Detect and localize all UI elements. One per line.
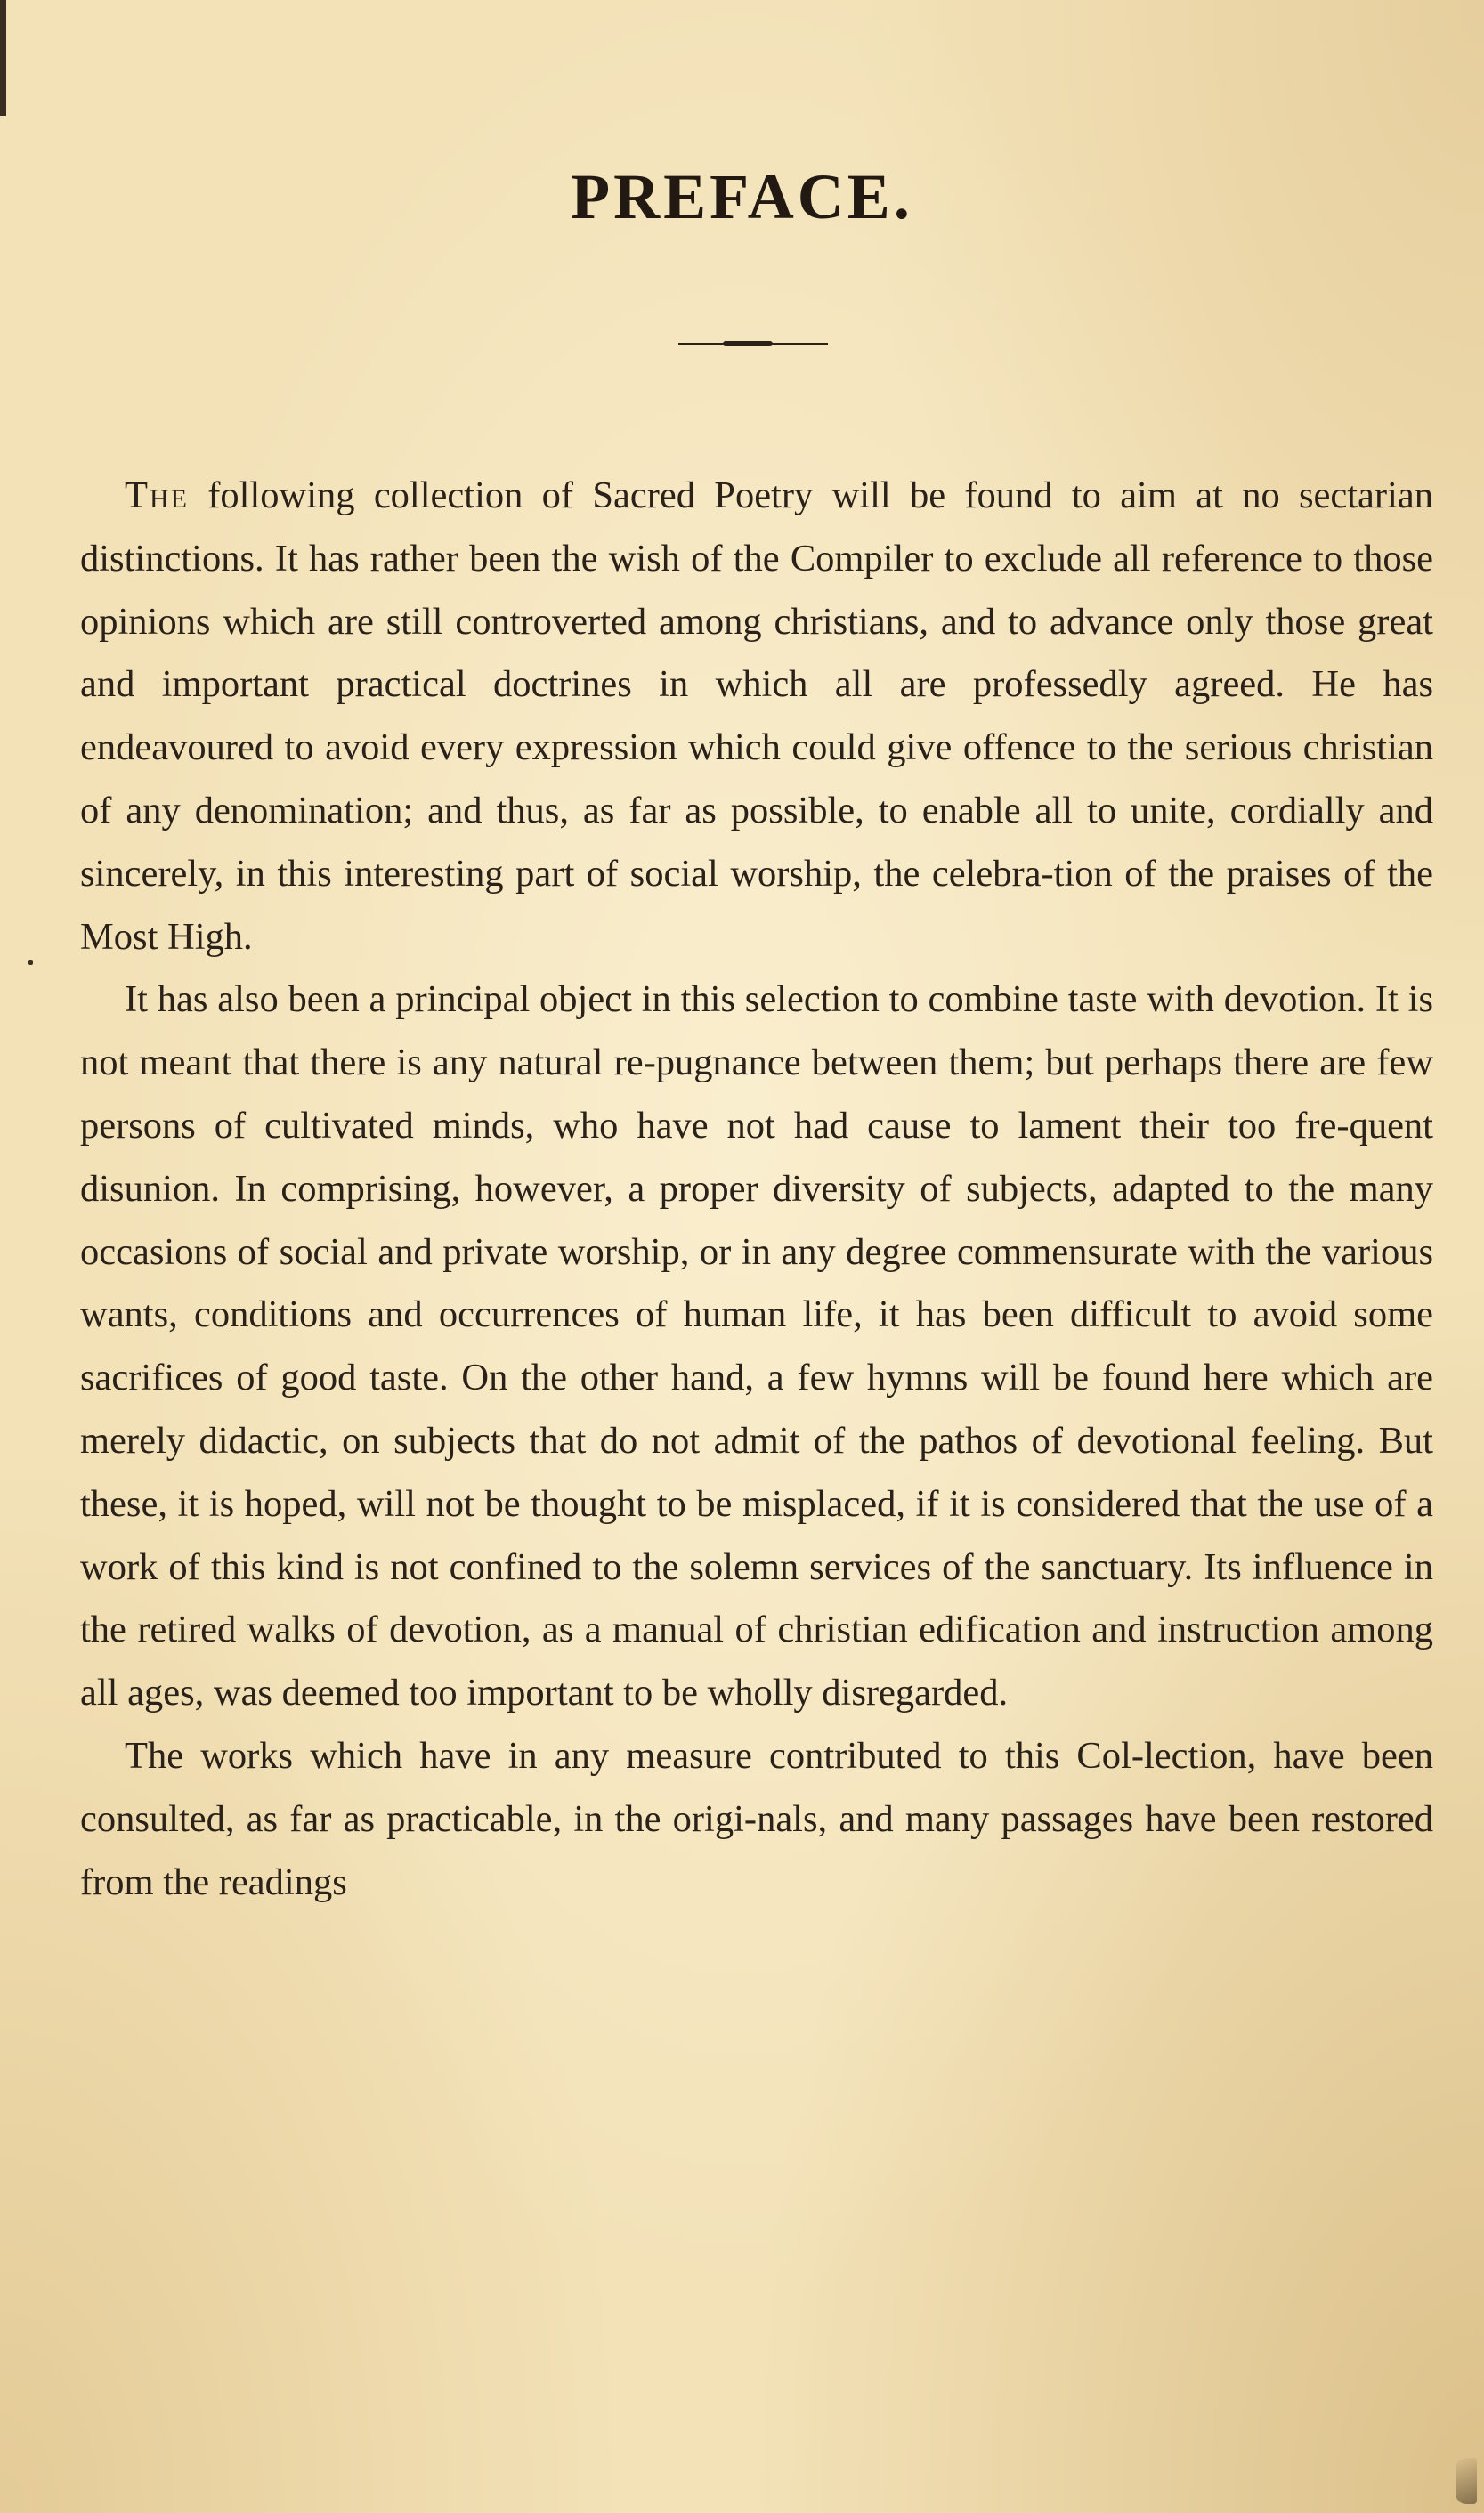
- ink-speck: [28, 960, 33, 965]
- paragraph-2: [80, 969, 1433, 1725]
- paragraph-text: The works which have in any measure contributed to this Col-lection, have been consulted, as far as practicable, in the origi-nals, and many passages have been restored from the readings: [80, 1734, 1433, 1903]
- ornamental-rule: [678, 343, 828, 345]
- page-title: PREFACE.: [571, 161, 913, 232]
- paragraph-1: [80, 465, 1433, 969]
- preface-body: [80, 465, 1433, 1914]
- paragraph-text: following collection of Sacred Poetry will be found to aim at no sectarian distinctions. It has rather been the wish of the Compiler to exclude all reference to those opinions which are still controverted among christians, and to advance only those great and important practical doctrines in which all are professedly agreed. He has endeavoured to avoid every expression which could give offence to the serious christian of any denomination; and thus, as far as possible, to enable all to unite, cordially and sincerely, in this interesting part of social worship, the celebra-tion of the praises of the Most High.: [80, 474, 1433, 958]
- paragraph-text: It has also been a principal object in this selection to combine taste with devotion. It is not meant that there is any natural re-pugnance between them; but perhaps there are few persons of cultivated minds, who have not had cause to lament their too fre-quent disunion. In comprising, however, a proper diversity of subjects, adapted to the many occasions of social and private worship, or in any degree commensurate with the various wants, conditions and occurrences of human life, it has been difficult to avoid some sacrifices of good taste. On the other hand, a few hymns will be found here which are merely didactic, on subjects that do not admit of the pathos of devotional feeling. But these, it is hoped, will not be thought to be misplaced, if it is considered that the use of a work of this kind is not confined to the solemn services of the sanctuary. Its influence in the retired walks of devotion, as a manual of christian edification and instruction among all ages, was deemed too important to be wholly disregarded.: [80, 978, 1433, 1715]
- paragraph-lead: The: [125, 474, 189, 516]
- page-corner-stain: [1456, 2458, 1477, 2504]
- page-edge-shadow: [0, 0, 6, 116]
- paragraph-3: [80, 1725, 1433, 1914]
